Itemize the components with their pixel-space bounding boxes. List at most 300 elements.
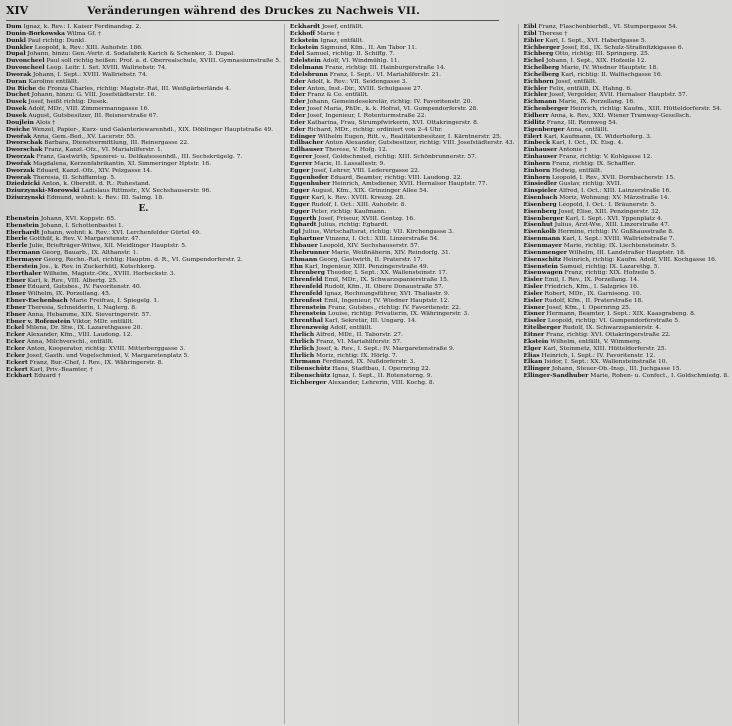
entry-details: Alfred, MDr., II. Taborstr. 27. (314, 331, 403, 338)
entry-name: Eilert (523, 132, 543, 140)
entry-details: Emil, MDr., IX. Schwarzspanierstraße 15. (322, 277, 449, 284)
entry-details: Josef, Ed., IX. Schulz-Straßnitzkigasse 6. (560, 44, 684, 51)
entry-name: Dziedzicki (6, 180, 41, 188)
entry-details: Magdalena, Kerzenfabrikantin, XI. Simmeringer Hptstr. 16. (31, 160, 211, 167)
entry-name: Dworschak (6, 146, 43, 154)
directory-entry (6, 373, 281, 380)
directory-entry (290, 38, 515, 45)
entry-name: Ehrenstein (289, 303, 327, 311)
directory-entry (290, 127, 515, 134)
entry-name: Eitner (523, 330, 545, 338)
entry-name: Eichelberg (523, 64, 560, 72)
entry-name: Ebenstein (6, 214, 39, 222)
directory-entry (524, 113, 729, 120)
entry-details: Adolf, entfällt. (328, 325, 373, 332)
entry-name: Du Riche (6, 84, 37, 92)
directory-entry (6, 305, 281, 312)
entry-details: Franz, richtig: XVI. Ottakringerstraße 22. (544, 331, 671, 338)
entry-details: Rudolf, IX. Schwarzspanierstr. 4. (560, 325, 661, 332)
entry-name: Eichmann (523, 98, 557, 106)
entry-details: Isidor, I. Sept.: XX. Wallensteinstraße 10. (542, 359, 668, 366)
entry-details: Franz, I. Sept.: VI. Mariahilferstr. 21. (327, 71, 442, 78)
entry-details: Karoline entfällt. (26, 78, 80, 85)
directory-entry (6, 106, 281, 113)
directory-entry (6, 120, 281, 127)
entry-name: Dworak (6, 70, 32, 78)
directory-entry (6, 38, 281, 45)
entry-details: Anna, Gem.-Bed., XV. Lacerstr. 55. (31, 133, 136, 140)
directory-entry (6, 154, 281, 161)
entry-name: Duvoncheel (6, 57, 45, 65)
entry-name: Edlbacher (289, 139, 324, 147)
entry-details: Marie, Weißnäherin, XIV. Reindorfg. 31. (329, 249, 451, 256)
entry-name: Eberstein (6, 262, 38, 270)
entry-name: Eisler (523, 289, 543, 297)
entry-name: Ebner (6, 276, 26, 284)
entry-details: Alexander, Kfm., VIII. Laudong. 12. (25, 332, 133, 339)
entry-details: Anton Alexander, Gutsbesitzer, richtig: VIII. Josefstädterstr. 43. (323, 140, 515, 147)
entry-name: Edel (289, 50, 305, 58)
entry-details: Wilhelm, entfällt, V. Wimmerg. (548, 338, 642, 345)
entry-name: Eggenhofer (289, 173, 329, 181)
directory-entry (290, 31, 515, 38)
entry-name: Eibl (523, 23, 537, 30)
entry-name: Eggenhuber (289, 180, 331, 188)
entry-details: Franz, richtig: XIX. Hofzeile 5. (562, 270, 656, 277)
entry-details: Franz & Co. entfällt. (305, 92, 369, 99)
entry-details: Viktor, MDr. entfällt. (70, 318, 134, 325)
directory-entry (290, 209, 515, 216)
entry-details: Leopold, k. Rev.: XIII. Auhofstr. 186. (32, 44, 143, 51)
entry-details: Leopold, I. Rev., XVII. Dornbacherstr. 15. (550, 174, 675, 181)
entry-name: Eisler (523, 296, 543, 304)
entry-details: Adolf, MDr., VIII. Zimmermanngasse 16. (26, 106, 150, 113)
entry-name: Eigenberger (523, 125, 565, 133)
entry-name: Ellinger (523, 365, 550, 373)
entry-details: Georg, Rechn.-Rat, richtig: Hauptm. d. R., VI. Gumpendorferstr. 2. (41, 257, 243, 263)
entry-details: Theresia, II. Schiffamtsg. 5. (31, 174, 116, 181)
entry-details: Josef, Friseur, XVIII. Gentzg. 16. (316, 215, 415, 222)
entry-name: Dziurzynski-Morowski (6, 187, 80, 195)
page-number: XIV (6, 4, 29, 17)
entry-details: Eduard, Gutsbes., IV. Favoritenstr. 40. (25, 284, 142, 291)
entry-details: Vinzenz, I. Oct.: XIII. Linzerstraße 54. (323, 236, 440, 243)
entry-details: Therese, V. Hofg. 12. (323, 147, 388, 154)
entry-details: Hermine, richtig: IV. Gußhausstraße 8. (555, 229, 674, 236)
entry-details: Rudolf, Kfm., II. Obere Donaustraße 57. (322, 284, 444, 291)
entry-details: Leop. Leitr. I. Set. XVIII. Wallriebstr. 74. (44, 65, 167, 72)
entry-name: Eisenwagen (523, 269, 563, 277)
entry-name: Eder (289, 77, 306, 85)
directory-entry (524, 346, 729, 353)
entry-name: Ehbauer (289, 242, 318, 249)
directory-entry (6, 31, 281, 38)
directory-entry (6, 72, 281, 79)
directory-entry (290, 380, 515, 387)
entry-details: Josef, Vergolder, XVII. Hernalser Hauptstr. 57. (547, 92, 688, 99)
directory-entry (524, 284, 729, 291)
directory-entry (6, 264, 281, 271)
entry-name: Edelmann (289, 64, 324, 72)
entry-name: Ebenstein (6, 221, 39, 229)
directory-entry (6, 195, 281, 202)
entry-details: Theresia, Schneiderin, I. Naglerg. 8. (25, 304, 137, 311)
entry-details: Johann, wohnt: k. Rev.: XVI. Lerchenfelder Gürtel 49. (39, 229, 201, 236)
entry-name: Einhorn (523, 159, 551, 167)
entry-name: Ecker (6, 351, 26, 359)
page-title: Veränderungen während des Druckes zu Nachweis VII. (87, 5, 420, 17)
entry-name: Dusek (6, 105, 27, 113)
entry-details: Edmund, wohnt: k. Rev.: III. Salmg. 18. (44, 195, 165, 202)
entry-details: Franz, Gutsbes., richtig: IV. Favoritenstr. 22. (326, 304, 461, 311)
entry-name: Einhauser (523, 146, 558, 154)
entry-name: Ebner-Eschenbach (6, 297, 68, 305)
entry-details: Karl, Ingenieur, XIII. Penzingerstraße 49. (302, 263, 429, 270)
entry-name: Edelsbrunn (289, 70, 328, 78)
entry-details: Marie, IX. Porzellang. 16. (556, 99, 635, 106)
entry-name: Einhorn (523, 166, 551, 174)
entry-name: Edlhauser (289, 146, 324, 154)
entry-details: Wenzel, Papier-, Kurz- und Galanteriewarenhdl., XIX. Döblinger Hauptstraße 49. (30, 126, 274, 133)
entry-details: Leopold, XIV. Sechshauserstr. 57. (317, 243, 420, 249)
entry-name: Eichberg (523, 50, 554, 58)
entry-details: Hedwig, entfällt. (550, 167, 603, 174)
entry-details: Josef, Elise, XIII. Penzingerstr. 32. (556, 208, 661, 215)
entry-name: Eder (289, 84, 306, 92)
directory-entry (6, 250, 281, 257)
entry-name: Eckhart (6, 372, 33, 380)
entry-name: Eisenstein (523, 262, 558, 270)
entry-details: Anton, k. Oberstlt. d. R.: Ruhestand. (40, 181, 151, 188)
entry-name: Eberthaler (6, 269, 42, 277)
entry-name: Eichel (523, 57, 545, 65)
entry-details: Anna, Hebamme, XIX. Sieveringerstr. 57. (25, 311, 151, 318)
entry-name: Ebermann (6, 249, 41, 257)
entry-name: Eisenmann (523, 235, 561, 243)
directory-entry (6, 147, 281, 154)
entry-details: Hans, Stadtbau, I. Opernring 22. (330, 366, 431, 373)
entry-name: Edelstein (289, 57, 321, 65)
entry-details: Josef, Goldschmied, richtig: XIII. Schönbrunnerstr. 57. (312, 154, 477, 161)
entry-details: de Fronza Charles, richtig: Magistr.-Rat, III. Weißgärberlände 4. (36, 85, 231, 92)
entry-name: Eitelberger (523, 324, 561, 332)
entry-name: Eisenbach (523, 194, 558, 202)
entry-details: Ignaz, Rechnungsführer, XVI. Thaliastr. 9. (322, 290, 450, 297)
entry-details: Johann, Gemeindesekretär, richtig: IV. Favoritenstr. 20. (305, 99, 473, 106)
entry-details: Julius, richtig: Egbardt. (316, 222, 389, 229)
entry-details: Franz, richtig: III. Hainburgerstraße 14. (323, 65, 446, 72)
entry-details: August, Kfm., XIX. Grinzinger Allee 54. (309, 188, 429, 195)
entry-name: Eissler (523, 317, 546, 325)
entry-details: Franz, Kanzl.-Ofz., VI. Mariahilferstr. 1. (42, 147, 163, 154)
entry-details: Anna, Milchverschl., entfällt. (25, 339, 114, 346)
entry-name: Doujlein (6, 118, 34, 126)
entry-name: Eisler (523, 283, 543, 291)
entry-name: Ebermayer (6, 256, 42, 263)
directory-entry (524, 373, 729, 380)
entry-name: Ehrlich (289, 337, 315, 345)
entry-details: Paul richtig: Dunkl. (26, 37, 86, 44)
entry-name: Dworschak (6, 139, 43, 147)
entry-name: Edinger (289, 132, 316, 140)
directory-entry (290, 113, 515, 120)
entry-name: Eisenberg (523, 207, 557, 215)
entry-name: Eckstein (289, 43, 319, 51)
directory-entry (290, 291, 515, 298)
entry-name: Eckert (6, 358, 28, 366)
directory-entry (524, 161, 729, 168)
entry-details: Wilhelm, III. Landstraßer Hauptstr. 18. (566, 249, 686, 256)
entry-name: Einhorn (523, 173, 551, 181)
entry-details: Georg, Bauarb., IX. Althanstr. 1. (40, 250, 139, 257)
entry-details: Heinrich, richtig: Kaufm., XIII. Hütteldorferstr. 54. (568, 106, 722, 113)
entry-details: Louise, richtig: Privatierin, IX. Währingerstr. 3. (326, 311, 470, 318)
entry-name: Ebner (6, 310, 26, 318)
entry-name: Ecker (6, 344, 26, 352)
entry-name: Eder (289, 125, 306, 133)
entry-name: Ehrenzweig (289, 324, 329, 332)
entry-name: Eckstein (289, 36, 319, 44)
entry-details: Franz, richtig: IX. Schaffler. (550, 160, 636, 167)
entry-details: Rudolf, I. Oct.: XIII. Auhofstr. 8. (309, 201, 407, 208)
directory-entry (524, 72, 729, 79)
entry-name: Eidherr (523, 111, 549, 119)
entry-name: Eggerth (289, 214, 317, 222)
entry-details: August, Gutsbesitzer, III. Reisnerstraße 67. (26, 112, 159, 119)
entry-name: Ellinger-Sandhuber (523, 372, 589, 380)
entry-name: Eghartner (289, 235, 324, 243)
entry-details: Julie, Briefträger-Witwe, XII. Meidlinger Hauptstr. 5. (27, 243, 187, 250)
entry-details: Marie † (315, 30, 340, 37)
entry-details: Johann, hinzu: Gen.-Vertr. d. Sodafabrik Karich & Schenker, 3. Dupal. (25, 51, 236, 58)
entry-name: Dworzak (6, 166, 35, 174)
entry-details: Ladislaus Rittmstr., XV. Sechshauserstr. 96. (79, 188, 212, 195)
entry-name: Eisenkolb (523, 228, 556, 236)
entry-details: Ignaz, entfällt. (318, 37, 364, 44)
entry-name: Ehn (289, 262, 303, 270)
entry-name: Dunkl (6, 36, 26, 44)
entry-details: Josef, Lehrer, VIII. Lederergasse 22. (309, 167, 420, 174)
entry-details: Josef, k. Rev., I. Sept.: IV. Margaretenstraße 9. (314, 345, 455, 352)
entry-details: Jos., k. Rev. in Zuckerhütl, Kutschkerg. (37, 263, 157, 270)
entry-name: Eichler (523, 91, 548, 99)
entry-details: Franz, Gastwirth, Spezerei- u. Delikatessenhdl., III. Sechskrügelg. 7. (34, 154, 243, 161)
entry-name: Eisner (523, 310, 545, 318)
entry-details: Franz, richtig: V. Kohlgasse 12. (557, 154, 653, 161)
entry-name: Dunkler (6, 43, 33, 51)
entry-details: Josef Maria, PhDr., k. k. Hofrat, VI. Gumpendorferstr. 28. (305, 106, 479, 113)
entry-name: Einbeck (523, 139, 551, 147)
directory-entry (290, 250, 515, 257)
entry-name: Einhauser (523, 153, 558, 161)
directory-entry (290, 202, 515, 209)
directory-entry (6, 65, 281, 72)
directory-entry (290, 284, 515, 291)
entry-details: Wilma Gf. † (64, 30, 101, 37)
directory-entry (6, 127, 281, 134)
entry-details: Marie, Roben- u. Confect., I. Goldschmiedg. 8. (588, 373, 729, 380)
entry-details: Felix, entfällt, IX. Hahng. 6. (547, 85, 633, 92)
directory-entry (6, 353, 281, 360)
entry-name: Eckel (6, 324, 25, 332)
entry-name: Eibler (523, 36, 544, 44)
directory-entry (6, 113, 281, 120)
entry-name: Ekstein (523, 337, 549, 345)
entry-details: Marie, IV. Wiedner Hauptstr. 18. (559, 65, 659, 72)
entry-details: Ignaz, k. Rev.: I. Kaiser Ferdinandsg. 2. (21, 24, 142, 30)
entry-details: Karl, k. Rev.: XVIII. Kreuzg. 28. (309, 195, 405, 202)
entry-name: Eidlitz (523, 118, 545, 126)
entry-details: Johann, I. Sept.: XVIII. Wallriebstr. 74. (31, 71, 148, 78)
entry-name: Eder (289, 91, 306, 99)
entry-name: Dunin-Borkowska (6, 29, 65, 37)
entry-name: Einsiedler (523, 180, 558, 188)
directory-entry (524, 168, 729, 175)
entry-details: Emil, I. Rev., IX. Porzellang. 14. (542, 277, 640, 284)
entry-name: Ehrenfeld (289, 276, 323, 284)
entry-name: Dum (6, 23, 22, 30)
directory-entry (290, 257, 515, 264)
entry-details: Adolf, k. Rev.: VII. Seidengasse 3. (305, 78, 408, 85)
entry-name: Eibl (523, 29, 537, 37)
entry-details: Leopold, richtig: VI. Gumpendorferstraße 5. (545, 318, 680, 325)
directory-entry (6, 298, 281, 305)
directory-entry (524, 79, 729, 86)
entry-details: Anna, entfällt. (564, 126, 609, 133)
directory-entry (290, 120, 515, 127)
entry-name: Egger (289, 200, 310, 208)
entry-name: Dworzak (6, 153, 35, 161)
directory-entry (524, 332, 729, 339)
entry-name: Eichberger (523, 43, 561, 51)
directory-columns (6, 23, 729, 724)
entry-details: Julius, Arzt-Ww., XIII. Linzerstraße 47. (552, 222, 670, 229)
entry-name: Ehrlich (289, 351, 315, 359)
entry-details: Franz, Bur.-Chef, I. Rev., IX. Währingerstr. 8. (27, 359, 164, 366)
entry-name: Elias (523, 351, 540, 359)
entry-name: Elger (523, 344, 542, 352)
entry-name: Eichenberger (523, 105, 569, 113)
directory-entry (290, 79, 515, 86)
entry-name: Ehrenthal (289, 317, 323, 325)
entry-name: Eckert (6, 365, 28, 373)
entry-details: Hermann, Beamter, I. Sept.: XIX. Kaasgrabeng. 8. (544, 311, 696, 318)
entry-details: Alois † (33, 119, 56, 126)
entry-details: Josef, entfällt. (320, 24, 364, 30)
entry-details: Ferdinand, IX. Nußdorferstr. 3. (320, 359, 416, 366)
entry-details: Johann, Steuer-Ob.-Insp., III. Juchgasse 15. (549, 366, 682, 373)
entry-name: Duran (6, 77, 27, 85)
entry-details: Wilhelm, Magistr.-Ofz., XVIII. Herbeckstr. 3. (41, 270, 176, 277)
directory-entry (290, 332, 515, 339)
entry-name: Ecker (6, 331, 26, 339)
entry-name: Ehrenstein (289, 310, 327, 318)
entry-details: Therese † (536, 30, 568, 37)
entry-details: Adolf, VI. Windmühlg. 11. (320, 58, 400, 65)
directory-entry (524, 24, 729, 31)
entry-name: Dusek (6, 98, 27, 106)
entry-details: Karl, I. Sept.: XVIII. Wallriebstraße 7. (560, 236, 675, 243)
entry-details: Karl, I. Sept.: XVI. Yppenplatz 4. (563, 215, 663, 222)
entry-name: Eckhardt (289, 23, 321, 30)
entry-details: Emil, Ingenieur, IV. Wiedner Hauptstr. 12. (322, 297, 450, 304)
entry-details: Moriz, richtig: IX. Hörlg. 7. (314, 352, 398, 359)
entry-name: Eisenmenger (523, 248, 567, 256)
entry-details: Josef, Ingenieur, I. Rotenturmstraße 22. (305, 112, 427, 119)
directory-entry (290, 154, 515, 161)
entry-details: Josef, Gasth. und Vogelschmied, V. Margaretenplatz 5. (25, 352, 190, 359)
entry-name: Eberle (6, 242, 28, 250)
entry-details: Karl, richtig: II. Walfischgasse 16. (559, 71, 663, 78)
directory-entry (290, 195, 515, 202)
column-middle (290, 24, 519, 724)
column-right (524, 24, 732, 724)
entry-name: Eichberger (289, 378, 327, 386)
entry-name: Ehrlich (289, 330, 315, 338)
column-left (6, 24, 285, 724)
entry-name: Dwořak (6, 159, 32, 167)
entry-name: Eisler (523, 276, 543, 284)
entry-details: Richard, MDr., richtig: ordiniert von 2–4 Uhr. (305, 126, 443, 133)
entry-details: Josef, entfällt. (553, 78, 598, 85)
entry-name: Eichelberg (523, 70, 560, 78)
entry-name: Eberle (6, 235, 28, 243)
entry-details: Ignaz, I. Sept., II. Rotensterng. 9. (330, 373, 433, 380)
directory-entry (524, 325, 729, 332)
entry-details: Heinrich, richtig: Kaufm. Adolf, VIII. Kochgasse 16. (561, 256, 717, 263)
entry-details: Eduard † (32, 373, 61, 380)
directory-entry (6, 161, 281, 168)
directory-entry (290, 106, 515, 113)
directory-entry (6, 168, 281, 175)
entry-name: Ehrmann (289, 358, 321, 366)
entry-name: Eisenberg (523, 200, 557, 208)
entry-details: Alfred, I. Oct.: XIII. Lainzerstraße 16. (557, 188, 672, 195)
entry-name: Duvoncheel (6, 64, 45, 72)
directory-entry (524, 127, 729, 134)
entry-name: Eder (289, 118, 306, 126)
entry-details: Marie, II. Lassallestr. 9. (312, 160, 386, 167)
entry-name: Eichler (523, 84, 548, 92)
entry-name: Ehrlich (289, 344, 315, 352)
entry-details: Johann, I. Sept., XIX. Hofzeile 12. (544, 58, 647, 65)
entry-details: Josef, Kfm., I. Opernring 25. (544, 304, 631, 311)
directory-entry (6, 257, 281, 264)
entry-name: Egger (289, 166, 310, 174)
entry-details: Otto, richtig: III. Springerg. 25. (553, 51, 650, 58)
directory-entry (290, 72, 515, 79)
entry-name: Ebner v. Rofenstein (6, 317, 71, 325)
entry-name: Dupal (6, 50, 26, 58)
entry-details: Johann, XVI. Koppstr. 65. (38, 215, 116, 222)
entry-details: Wilhelm Eugen, Ritt. v., Realitätenbesitzer, I. Kärntnerstr. 25. (315, 133, 502, 140)
entry-details: Peter, richtig: Kaufmann. (309, 208, 387, 215)
entry-details: Karl, I. Sept., XVI. Haberlgasse 5. (543, 37, 647, 44)
entry-name: Eder (289, 111, 306, 119)
entry-details: Milena, Dr. Stw., IX. Lazarethgasse 20. (24, 325, 143, 332)
entry-name: Ecker (6, 338, 26, 346)
entry-details: Eduard, Kanzl.-Ofz., XIV. Pelzgasse 14. (34, 167, 153, 174)
entry-details: Alexander, Lehrerin, VIII. Kochg. 8. (326, 379, 435, 386)
directory-entry (290, 346, 515, 353)
directory-entry (524, 291, 729, 298)
entry-name: Ehebrunner (289, 248, 330, 256)
entry-details: Eduard, Beamter, richtig: VIII. Laudong. 22. (328, 174, 463, 181)
entry-details: Barbara, Dienstvermittlung, III. Reinergasse 22. (42, 140, 189, 147)
entry-details: Anton, Kooperator, richtig: XVIII. Mitterberggasse 3. (25, 345, 186, 352)
entry-name: Einspieler (523, 187, 558, 195)
entry-name: Eibenschütz (289, 372, 331, 380)
